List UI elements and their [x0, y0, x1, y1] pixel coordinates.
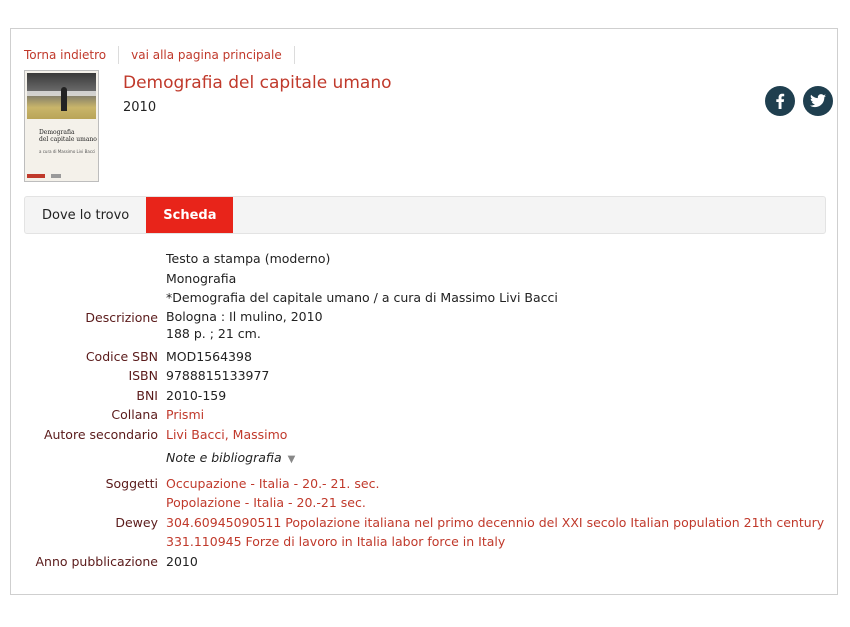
codice-sbn-value: MOD1564398	[166, 348, 252, 364]
detail-label	[11, 448, 166, 468]
detail-row-codice-sbn	[11, 347, 839, 367]
home-link[interactable]: vai alla pagina principale	[131, 48, 282, 62]
detail-row-descrizione	[11, 288, 839, 347]
dewey-link[interactable]: 304.60945090511 Popolazione italiana nel primo decennio del XXI secolo Italian population 21th century	[166, 514, 825, 530]
dewey-link[interactable]: 331.110945 Forze di lavoro in Italia labor force in Italy	[166, 534, 506, 549]
tab-bar	[24, 196, 826, 234]
cover-title-line: Demografia	[39, 129, 75, 136]
cover-figure	[61, 87, 67, 111]
cover-title-line: del capitale umano	[39, 136, 97, 143]
level-type: Monografia	[166, 270, 237, 286]
social-share	[765, 86, 833, 116]
note-toggle[interactable]: Note e bibliografia	[166, 450, 282, 465]
twitter-icon[interactable]	[803, 86, 833, 116]
detail-row	[11, 249, 839, 288]
record-details	[11, 249, 839, 571]
book-title: Demografia del capitale umano	[123, 73, 392, 93]
dewey-label: Dewey	[115, 514, 158, 530]
cover-photo	[27, 73, 96, 119]
detail-row-note	[11, 448, 839, 468]
isbn-value: 9788815133977	[166, 368, 270, 383]
descrizione-value: *Demografia del capitale umano / a cura di Massimo Livi Bacci	[166, 290, 558, 305]
soggetto-link[interactable]: Popolazione - Italia - 20.-21 sec.	[166, 495, 366, 510]
nav-divider	[294, 46, 295, 64]
descrizione-value: 188 p. ; 21 cm.	[166, 325, 261, 341]
soggetto-link[interactable]: Occupazione - Italia - 20.- 21. sec.	[166, 475, 380, 491]
collana-label: Collana	[111, 407, 158, 422]
detail-label	[11, 513, 166, 552]
book-cover[interactable]	[24, 70, 99, 182]
detail-label	[11, 474, 166, 513]
cover-title	[39, 129, 97, 143]
detail-row-autore	[11, 425, 839, 445]
detail-row-isbn	[11, 366, 839, 386]
descrizione-value: Bologna : Il mulino, 2010	[166, 308, 323, 324]
autore-link[interactable]: Livi Bacci, Massimo	[166, 426, 288, 442]
detail-value	[166, 425, 839, 445]
bni-label: BNI	[136, 387, 158, 403]
detail-row-bni	[11, 386, 839, 406]
cover-author: a cura di Massimo Livi Bacci	[39, 149, 96, 154]
codice-sbn-label: Codice SBN	[85, 348, 158, 364]
detail-value	[166, 405, 839, 425]
autore-label: Autore secondario	[43, 426, 158, 442]
tab-scheda[interactable]: Scheda	[146, 197, 233, 233]
material-type: Testo a stampa (moderno)	[166, 251, 331, 266]
detail-row-anno	[11, 552, 839, 572]
isbn-label: ISBN	[128, 368, 158, 383]
detail-value	[166, 513, 839, 552]
tab-dove-lo-trovo[interactable]: Dove lo trovo	[42, 207, 130, 223]
soggetti-label: Soggetti	[105, 475, 158, 491]
descrizione-label: Descrizione	[85, 309, 158, 325]
caret-down-icon[interactable]: ▼	[287, 454, 296, 465]
detail-value	[166, 288, 839, 347]
facebook-icon[interactable]	[765, 86, 795, 116]
series-logo	[51, 174, 61, 178]
detail-value	[166, 474, 839, 513]
anno-value: 2010	[166, 553, 198, 569]
detail-value	[166, 249, 839, 288]
bni-value: 2010-159	[166, 387, 227, 403]
back-link[interactable]: Torna indietro	[24, 48, 107, 62]
detail-row-dewey	[11, 513, 839, 552]
anno-label: Anno pubblicazione	[35, 553, 158, 569]
book-year: 2010	[123, 100, 157, 115]
detail-label	[11, 249, 166, 288]
publisher-logo	[27, 174, 45, 178]
record-panel	[10, 28, 838, 595]
detail-label	[11, 288, 166, 347]
collana-link[interactable]: Prismi	[166, 407, 205, 422]
nav-divider	[118, 46, 119, 64]
detail-row-collana	[11, 405, 839, 425]
detail-row-soggetti	[11, 474, 839, 513]
breadcrumb	[24, 46, 307, 64]
detail-value	[166, 448, 839, 468]
